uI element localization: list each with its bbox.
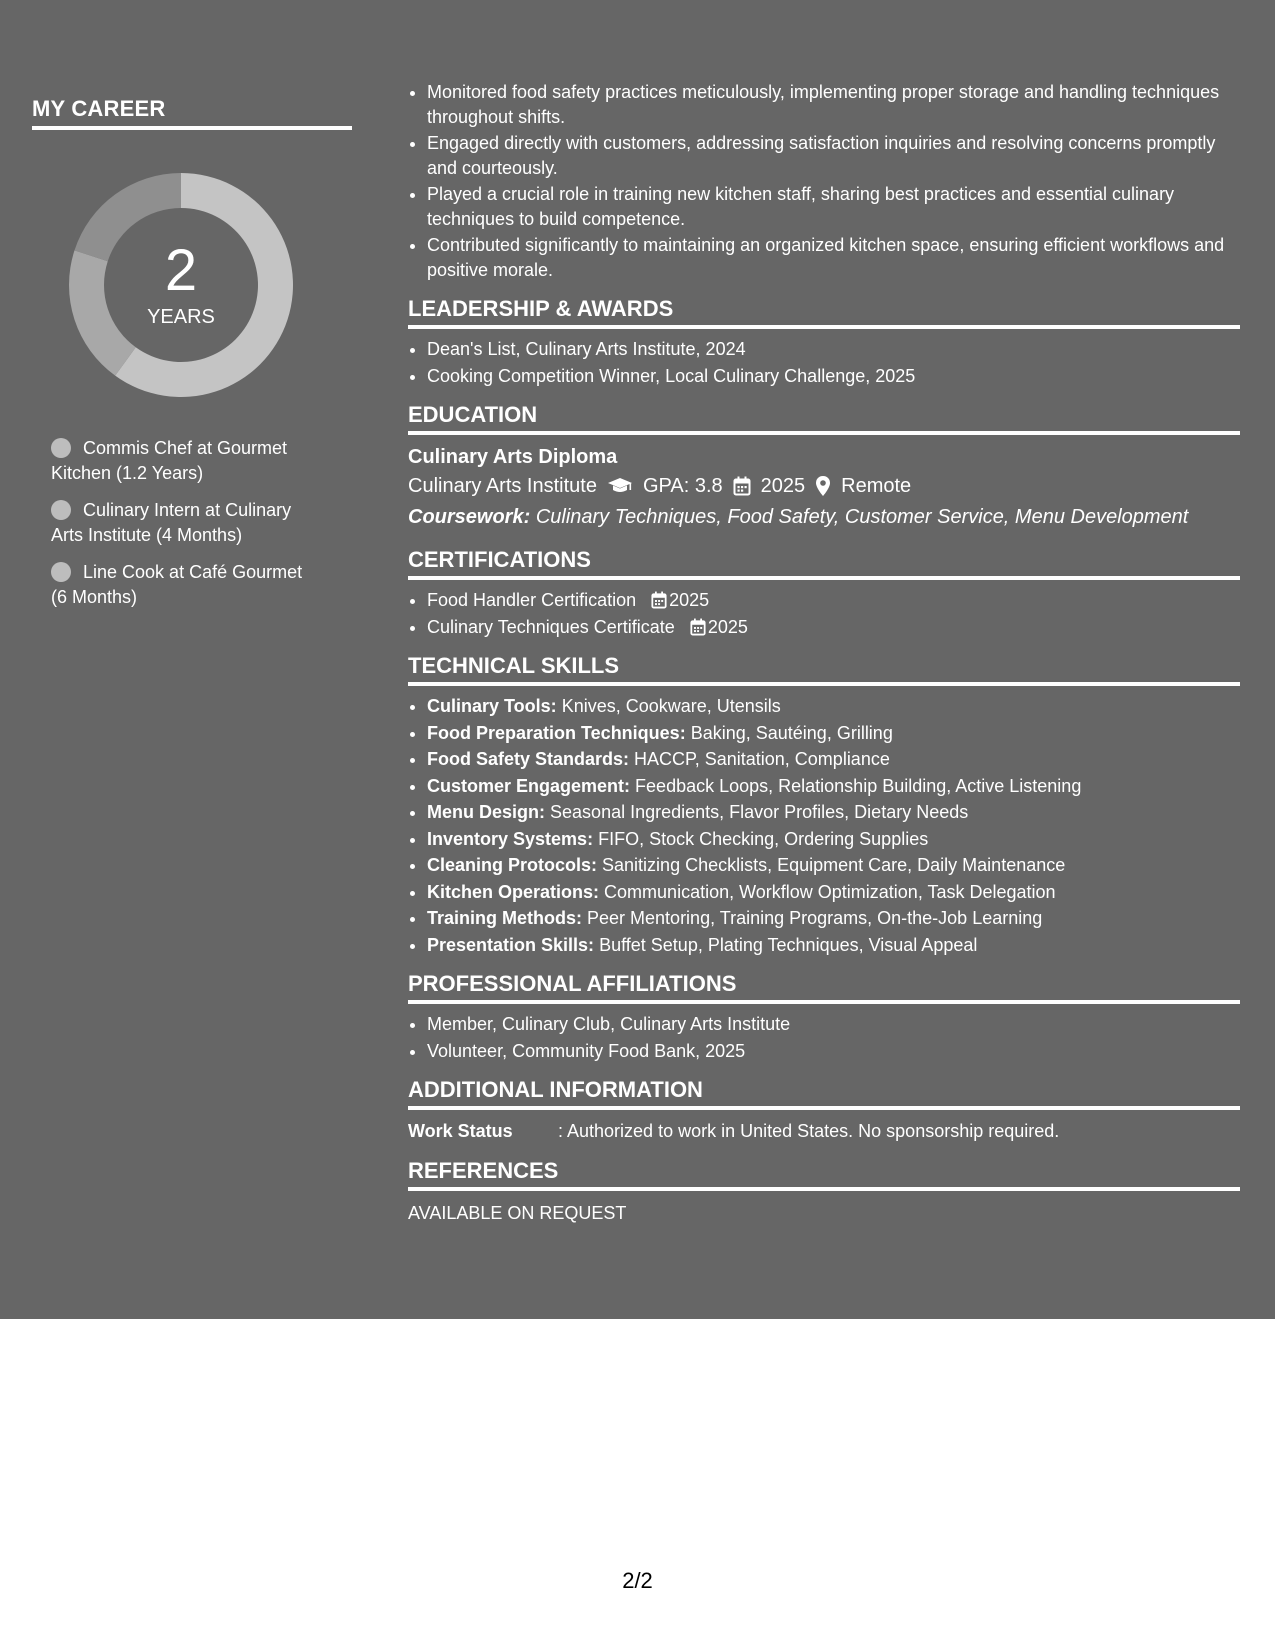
skill-value: Feedback Loops, Relationship Building, Active Listening xyxy=(635,775,1082,796)
leadership-item: • Dean's List, Culinary Arts Institute, 2024 xyxy=(427,337,1240,362)
education-year: 2025 xyxy=(760,475,806,497)
skill-label: Food Preparation Techniques: xyxy=(427,722,686,743)
leadership-item: • Cooking Competition Winner, Local Culinary Challenge, 2025 xyxy=(427,364,1240,389)
skill-label: Kitchen Operations: xyxy=(427,881,600,902)
career-role-text: Commis Chef at Gourmet Kitchen (1.2 Years) xyxy=(51,438,288,483)
skill-label: Customer Engagement: xyxy=(427,775,631,796)
certification-name: Culinary Techniques Certificate xyxy=(427,616,675,637)
education-school: Culinary Arts Institute xyxy=(408,475,597,497)
skill-value: Baking, Sautéing, Grilling xyxy=(690,722,893,743)
skill-item xyxy=(427,747,1240,772)
skill-item xyxy=(427,880,1240,905)
skill-value: Communication, Workflow Optimization, Task Delegation xyxy=(604,881,1056,902)
skill-item xyxy=(427,853,1240,878)
career-donut-chart xyxy=(66,170,296,400)
certification-year: 2025 xyxy=(669,590,710,610)
main-content xyxy=(408,80,1240,1227)
career-sidebar xyxy=(32,96,352,622)
work-status-label: Work Status xyxy=(408,1121,513,1141)
skill-item xyxy=(427,721,1240,746)
skill-item xyxy=(427,694,1240,719)
calendar-icon xyxy=(733,476,751,496)
affiliation-item: • Member, Culinary Club, Culinary Arts Institute xyxy=(427,1012,1240,1037)
calendar-icon xyxy=(690,618,706,636)
coursework-value: Culinary Techniques, Food Safety, Customer Service, Menu Development xyxy=(535,506,1189,528)
affiliation-item: • Volunteer, Community Food Bank, 2025 xyxy=(427,1039,1240,1064)
career-legend-item xyxy=(51,436,321,486)
career-role-text: Culinary Intern at Culinary Arts Institute (4 Months) xyxy=(51,500,292,545)
legend-dot-icon xyxy=(51,562,71,582)
education-section-title: EDUCATION xyxy=(408,402,1240,435)
references-text: AVAILABLE ON REQUEST xyxy=(408,1203,627,1223)
donut-center xyxy=(66,170,296,400)
experience-bullet: • Engaged directly with customers, addressing satisfaction inquiries and resolving concerns promptly and courteously. xyxy=(427,131,1240,180)
certification-item xyxy=(427,615,1240,640)
skill-item xyxy=(427,906,1240,931)
experience-bullet: • Monitored food safety practices meticulously, implementing proper storage and handling techniques throughout shifts. xyxy=(427,80,1240,129)
affiliations-section-title: PROFESSIONAL AFFILIATIONS xyxy=(408,971,1240,1004)
certification-year: 2025 xyxy=(707,616,748,637)
legend-dot-icon xyxy=(51,438,71,458)
experience-bullets xyxy=(408,80,1240,282)
calendar-icon xyxy=(651,591,667,609)
experience-bullet: • Played a crucial role in training new kitchen staff, sharing best practices and essential culinary techniques to build competence. xyxy=(427,182,1240,231)
career-legend-item xyxy=(51,498,321,548)
skill-value: FIFO, Stock Checking, Ordering Supplies xyxy=(598,828,929,849)
certification-name: Food Handler Certification xyxy=(427,590,637,610)
skill-value: Sanitizing Checklists, Equipment Care, Daily Maintenance xyxy=(602,855,1066,875)
location-pin-icon xyxy=(815,475,831,497)
education-degree: Culinary Arts Diploma xyxy=(408,446,618,468)
skill-value: Knives, Cookware, Utensils xyxy=(561,696,781,716)
skill-label: Training Methods: xyxy=(427,908,582,928)
leadership-list xyxy=(408,337,1240,388)
skills-section-title: TECHNICAL SKILLS xyxy=(408,653,1240,686)
skill-label: Inventory Systems: xyxy=(427,828,594,849)
certifications-section-title: CERTIFICATIONS xyxy=(408,547,1240,580)
career-legend-item xyxy=(51,560,321,610)
skill-item xyxy=(427,774,1240,799)
skill-item xyxy=(427,933,1240,958)
skill-label: Presentation Skills: xyxy=(427,934,595,955)
skill-value: Peer Mentoring, Training Programs, On-the-Job Learning xyxy=(587,908,1043,928)
page-number: 2/2 xyxy=(622,1568,653,1593)
education-location: Remote xyxy=(841,475,912,497)
work-status-value: : Authorized to work in United States. No sponsorship required. xyxy=(558,1121,1060,1141)
skill-label: Food Safety Standards: xyxy=(427,749,630,769)
skill-value: Seasonal Ingredients, Flavor Profiles, Dietary Needs xyxy=(550,802,969,822)
skill-item xyxy=(427,800,1240,825)
skill-value: Buffet Setup, Plating Techniques, Visual Appeal xyxy=(599,934,978,955)
skill-label: Cleaning Protocols: xyxy=(427,855,598,875)
skills-list xyxy=(408,694,1240,957)
references-section-title: REFERENCES xyxy=(408,1158,1240,1191)
affiliations-list xyxy=(408,1012,1240,1063)
leadership-section-title: LEADERSHIP & AWARDS xyxy=(408,296,1240,329)
certifications-list xyxy=(408,588,1240,639)
total-years-label: YEARS xyxy=(147,306,215,328)
legend-dot-icon xyxy=(51,500,71,520)
career-heading: MY CAREER xyxy=(32,96,352,130)
career-legend xyxy=(51,436,321,610)
skill-value: HACCP, Sanitation, Compliance xyxy=(634,749,890,769)
work-status-row xyxy=(408,1118,1240,1144)
education-gpa: GPA: 3.8 xyxy=(642,475,723,497)
career-role-text: Line Cook at Café Gourmet (6 Months) xyxy=(51,562,303,607)
certification-item xyxy=(427,588,1240,613)
graduation-cap-icon xyxy=(607,477,633,495)
skill-label: Menu Design: xyxy=(427,802,546,822)
coursework-label: Coursework: xyxy=(408,506,531,528)
skill-item xyxy=(427,827,1240,852)
total-years-value: 2 xyxy=(164,238,198,303)
experience-bullet: • Contributed significantly to maintaining an organized kitchen space, ensuring efficient workflows and positive morale. xyxy=(427,233,1240,282)
education-coursework xyxy=(408,501,1240,533)
additional-info-section-title: ADDITIONAL INFORMATION xyxy=(408,1077,1240,1110)
skill-label: Culinary Tools: xyxy=(427,696,557,716)
education-meta xyxy=(408,471,1240,501)
